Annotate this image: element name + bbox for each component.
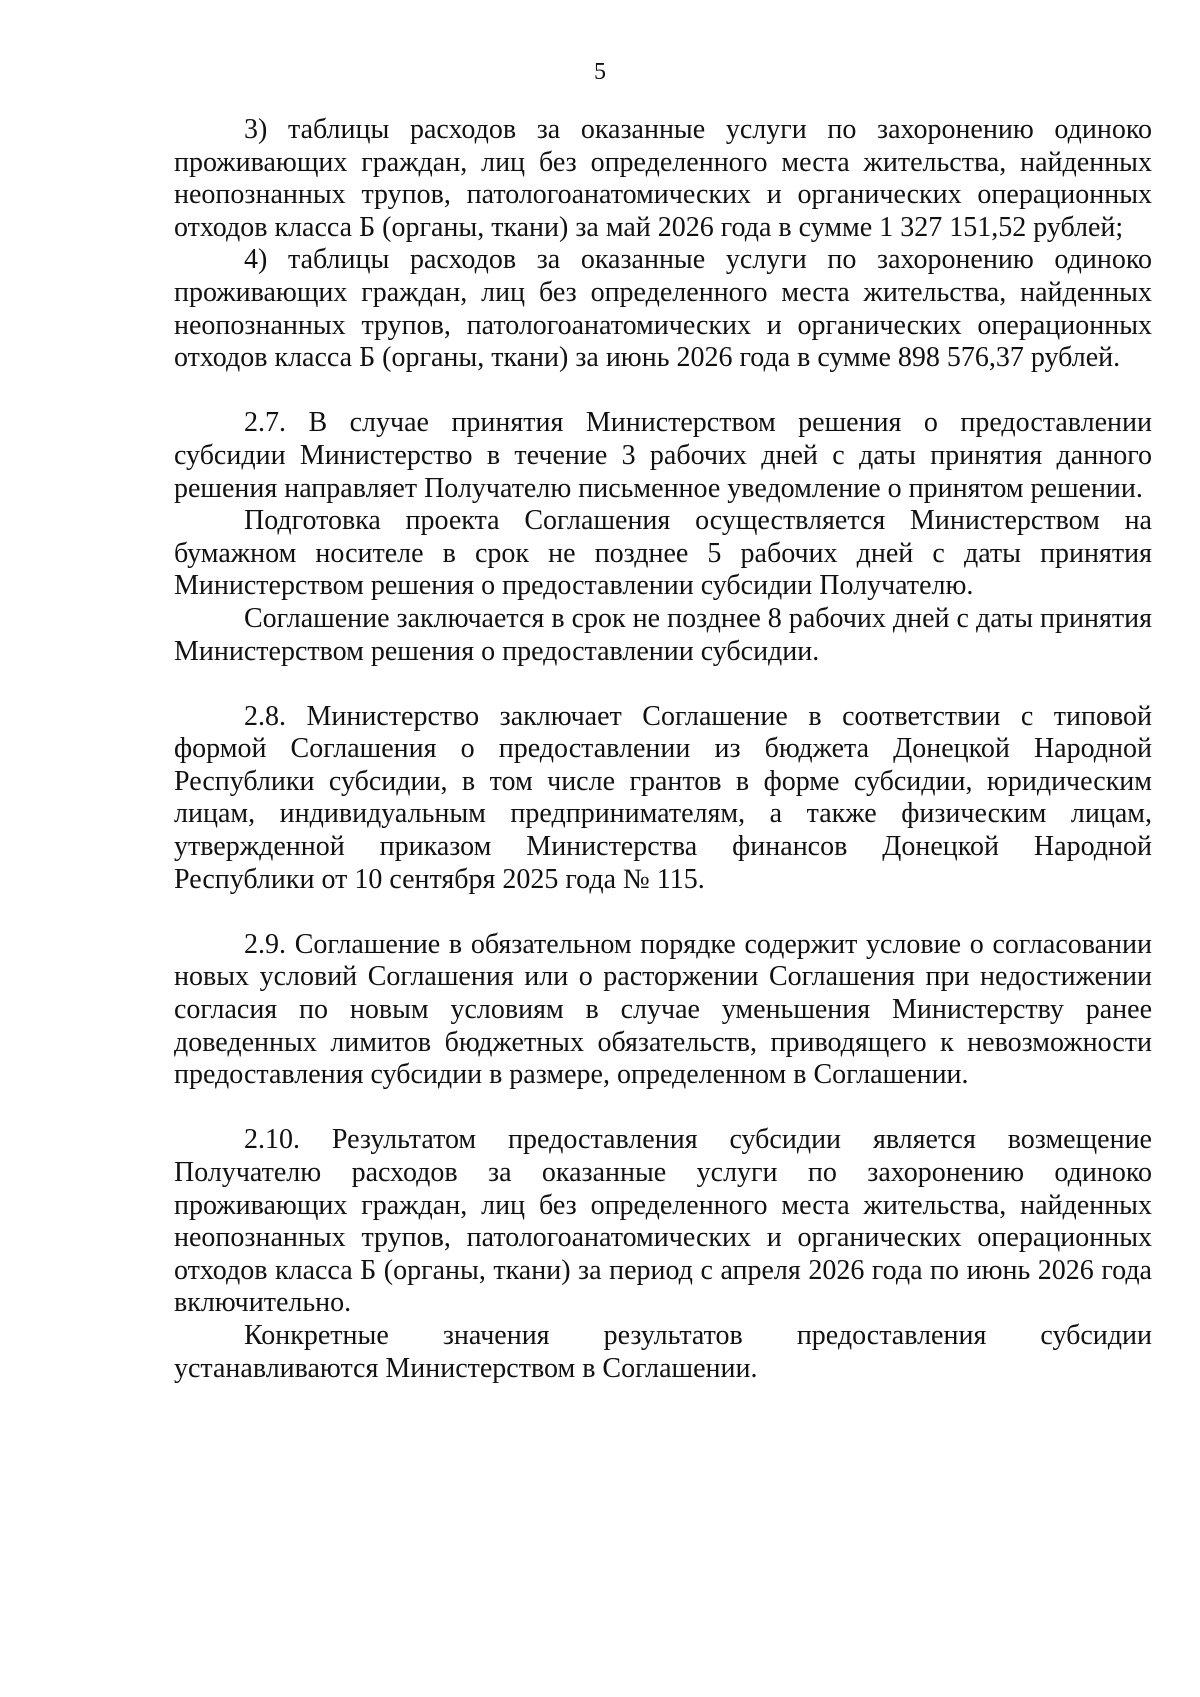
- paragraph-item-3: 3) таблицы расходов за оказанные услуги по захоронению одиноко проживающих граждан, лиц без определенного места жительства, найденных неопознанных трупов, патологоанатомических и органических операционных отходов класса Б (органы, ткани) за май 2026 года в сумме 1 327 151,52 рублей;: [174, 114, 1152, 243]
- paragraph-2-10-results: Конкретные значения результатов предоставления субсидии устанавливаются Министерством в Соглашении.: [174, 1319, 1152, 1384]
- paragraph-2-7: 2.7. В случае принятия Министерством решения о предоставлении субсидии Министерство в течение 3 рабочих дней с даты принятия данного решения направляет Получателю письменное уведомление о принятом решении.: [174, 407, 1152, 504]
- paragraph-item-4: 4) таблицы расходов за оказанные услуги по захоронению одиноко проживающих граждан, лиц без определенного места жительства, найденных неопознанных трупов, патологоанатомических и органических операционных отходов класса Б (органы, ткани) за июнь 2026 года в сумме 898 576,37 рублей.: [174, 244, 1152, 374]
- paragraph-2-8: 2.8. Министерство заключает Соглашение в соответствии с типовой формой Соглашения о предоставлении из бюджета Донецкой Народной Республики субсидии, в том числе грантов в форме субсидии, юридическим лицам, индивидуальным предпринимателям, а также физическим лицам, утвержденной приказом Министерства финансов Донецкой Народной Республики от 10 сентября 2025 года № 115.: [174, 700, 1152, 895]
- paragraph-2-10: 2.10. Результатом предоставления субсидии является возмещение Получателю расходов за оказанные услуги по захоронению одиноко проживающих граждан, лиц без определенного места жительства, найденных неопознанных трупов, патологоанатомических и органических операционных отходов класса Б (органы, ткани) за период с апреля 2026 года по июнь 2026 года включительно.: [174, 1124, 1152, 1319]
- paragraph-2-9: 2.9. Соглашение в обязательном порядке содержит условие о согласовании новых условий Соглашения или о расторжении Соглашения при недостижении согласия по новым условиям в случае уменьшения Министерству ранее доведенных лимитов бюджетных обязательств, приводящего к невозможности предоставления субсидии в размере, определенном в Соглашении.: [174, 928, 1152, 1091]
- document-body: [174, 114, 1152, 1385]
- paragraph-2-7-agreement-term: Соглашение заключается в срок не позднее 8 рабочих дней с даты принятия Министерством решения о предоставлении субсидии.: [174, 602, 1152, 667]
- page-number: 5: [594, 59, 606, 85]
- paragraph-2-7-preparation: Подготовка проекта Соглашения осуществляется Министерством на бумажном носителе в срок не позднее 5 рабочих дней с даты принятия Министерством решения о предоставлении субсидии Получателю.: [174, 505, 1152, 602]
